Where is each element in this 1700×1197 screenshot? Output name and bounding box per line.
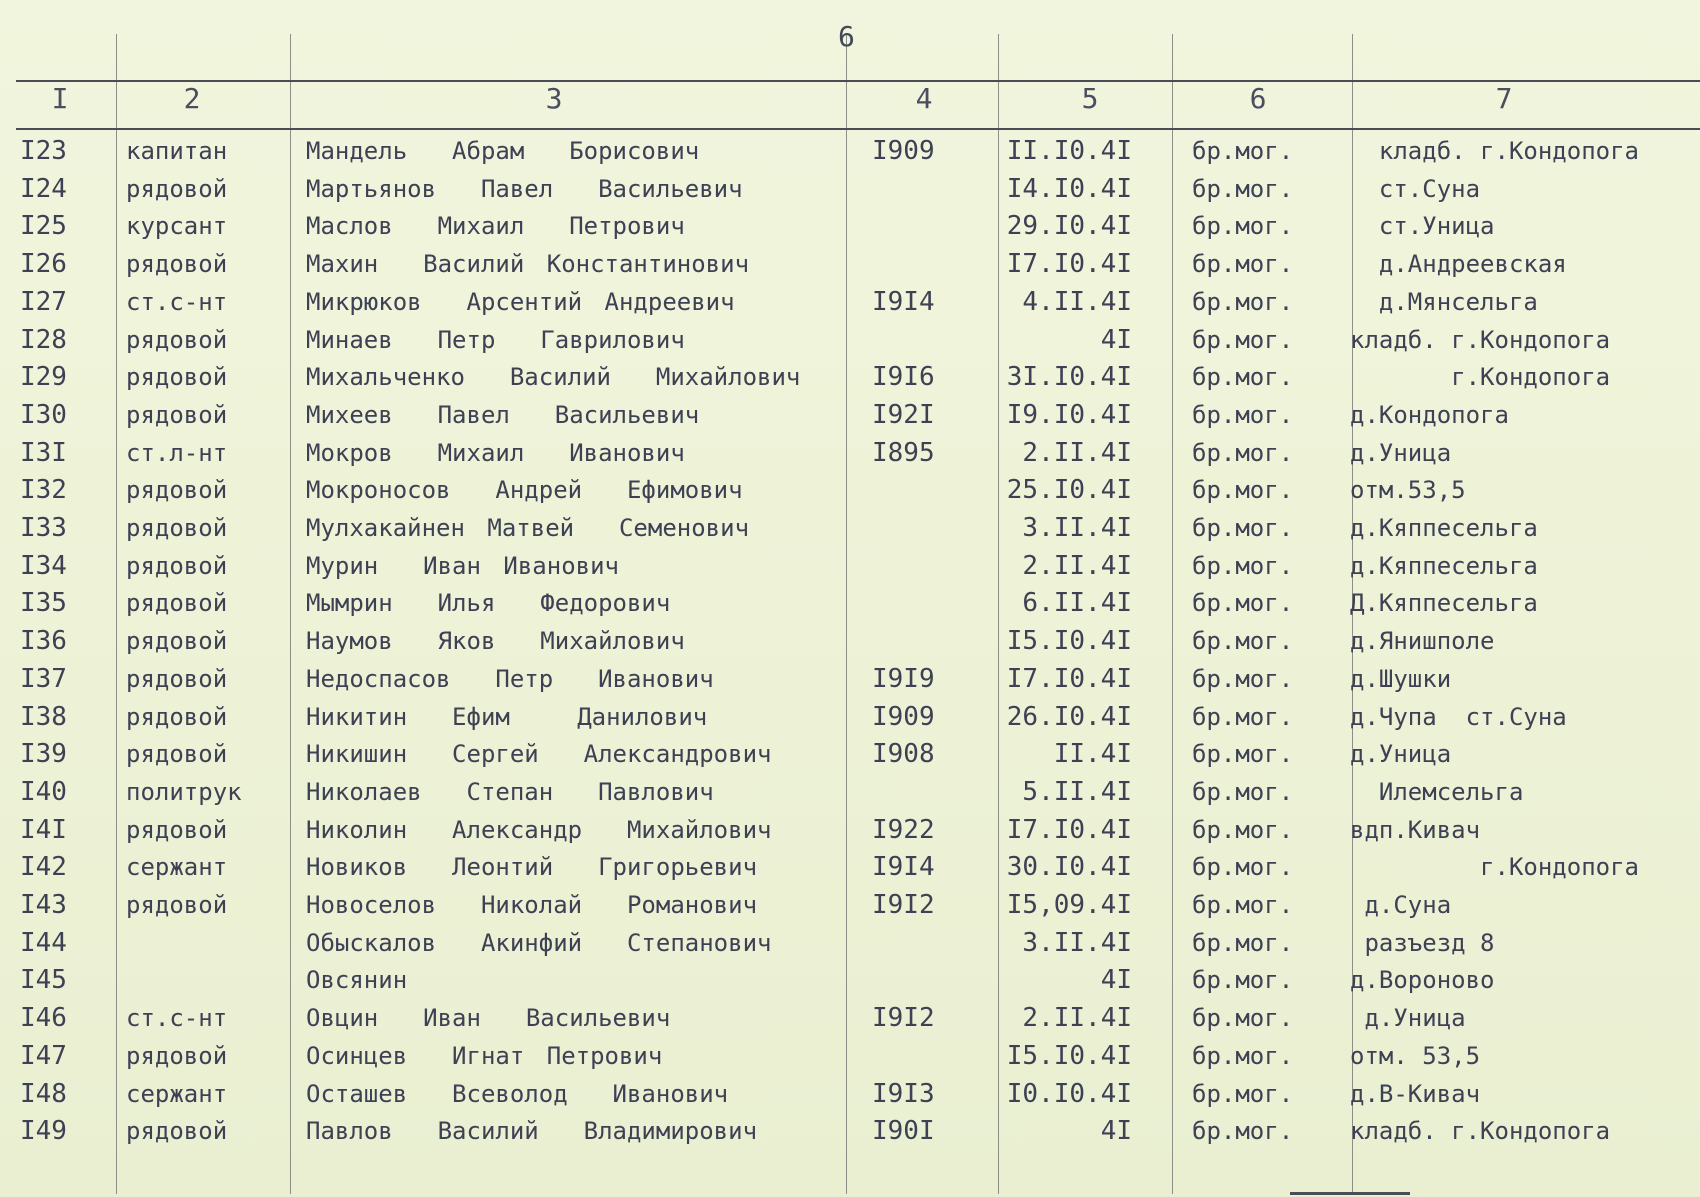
record-birth-year: I9I9 <box>872 664 935 694</box>
record-name: Овцин Иван Васильевич <box>306 1004 671 1032</box>
record-death-date: 4I <box>1100 1116 1132 1146</box>
record-burial-type: бр.мог. <box>1192 552 1294 580</box>
record-burial-place: д.Шушки <box>1350 665 1452 693</box>
record-burial-type: бр.мог. <box>1192 929 1294 957</box>
record-number: I30 <box>20 400 67 430</box>
record-number: I3I <box>20 438 67 468</box>
record-rank: сержант <box>126 853 228 881</box>
record-name: Маслов Михаил Петрович <box>306 212 685 240</box>
page-number: 6 <box>838 20 855 53</box>
record-death-date: I0.I0.4I <box>1006 1079 1132 1109</box>
record-burial-type: бр.мог. <box>1192 175 1294 203</box>
record-name: Мокров Михаил Иванович <box>306 439 685 467</box>
record-burial-place: разъезд 8 <box>1350 929 1495 957</box>
record-number: I33 <box>20 513 67 543</box>
record-burial-type: бр.мог. <box>1192 250 1294 278</box>
record-burial-type: бр.мог. <box>1192 816 1294 844</box>
record-birth-year: I9I4 <box>872 287 935 317</box>
record-name: Осташев Всеволод Иванович <box>306 1080 729 1108</box>
record-name: Николаев Степан Павлович <box>306 778 714 806</box>
record-burial-place: Илемсельга <box>1350 778 1524 806</box>
record-birth-year: I9I6 <box>872 362 935 392</box>
record-name: Минаев Петр Гаврилович <box>306 326 685 354</box>
record-rank: ст.с-нт <box>126 1004 228 1032</box>
record-name: Никитин Ефим Данилович <box>306 703 708 731</box>
record-number: I23 <box>20 136 67 166</box>
record-death-date: I7.I0.4I <box>1006 815 1132 845</box>
record-death-date: I9.I0.4I <box>1006 400 1132 430</box>
record-number: I45 <box>20 965 67 995</box>
record-number: I32 <box>20 475 67 505</box>
record-number: I37 <box>20 664 67 694</box>
record-burial-place: д.Кондопога <box>1350 401 1509 429</box>
record-name: Недоспасов Петр Иванович <box>306 665 714 693</box>
column-divider <box>1172 34 1173 1194</box>
record-rank: рядовой <box>126 740 228 768</box>
record-rank: рядовой <box>126 552 228 580</box>
record-burial-type: бр.мог. <box>1192 288 1294 316</box>
record-burial-type: бр.мог. <box>1192 1004 1294 1032</box>
record-burial-place: кладб. г.Кондопога <box>1350 326 1611 354</box>
record-name: Наумов Яков Михайлович <box>306 627 685 655</box>
record-name: Михеев Павел Васильевич <box>306 401 700 429</box>
record-burial-type: бр.мог. <box>1192 740 1294 768</box>
record-burial-place: Д.Кяппесельга <box>1350 589 1538 617</box>
record-number: I24 <box>20 174 67 204</box>
column-header-2: 2 <box>183 82 201 115</box>
record-death-date: 2.II.4I <box>1022 438 1132 468</box>
record-death-date: 2.II.4I <box>1022 551 1132 581</box>
column-divider <box>846 34 847 1194</box>
record-death-date: 6.II.4I <box>1022 588 1132 618</box>
record-number: I36 <box>20 626 67 656</box>
record-burial-place: д.Кяппесельга <box>1350 514 1538 542</box>
record-burial-type: бр.мог. <box>1192 1080 1294 1108</box>
record-birth-year: I9I2 <box>872 1003 935 1033</box>
record-name: Никишин Сергей Александрович <box>306 740 772 768</box>
record-rank: рядовой <box>126 891 228 919</box>
record-burial-place: д.В-Кивач <box>1350 1080 1481 1108</box>
record-rank: рядовой <box>126 250 228 278</box>
record-death-date: 26.I0.4I <box>1006 702 1132 732</box>
record-burial-type: бр.мог. <box>1192 137 1294 165</box>
record-name: Новоселов Николай Романович <box>306 891 758 919</box>
record-burial-place: д.Уница <box>1350 740 1452 768</box>
record-number: I46 <box>20 1003 67 1033</box>
column-header-7: 7 <box>1495 82 1513 115</box>
record-number: I28 <box>20 325 67 355</box>
record-rank: рядовой <box>126 476 228 504</box>
record-name: Николин Александр Михайлович <box>306 816 772 844</box>
record-number: I47 <box>20 1041 67 1071</box>
record-number: I48 <box>20 1079 67 1109</box>
record-birth-year: I895 <box>872 438 935 468</box>
record-death-date: I5,09.4I <box>1006 890 1132 920</box>
record-death-date: 5.II.4I <box>1022 777 1132 807</box>
record-number: I49 <box>20 1116 67 1146</box>
record-death-date: 30.I0.4I <box>1006 852 1132 882</box>
record-birth-year: I90I <box>872 1116 935 1146</box>
record-birth-year: I908 <box>872 739 935 769</box>
record-death-date: I4.I0.4I <box>1006 174 1132 204</box>
record-birth-year: I92I <box>872 400 935 430</box>
record-birth-year: I9I4 <box>872 852 935 882</box>
record-burial-type: бр.мог. <box>1192 665 1294 693</box>
column-header-6: 6 <box>1249 82 1267 115</box>
record-birth-year: I909 <box>872 136 935 166</box>
record-rank: рядовой <box>126 1117 228 1145</box>
record-name: Мокроносов Андрей Ефимович <box>306 476 743 504</box>
column-divider <box>116 34 117 1194</box>
record-rank: рядовой <box>126 363 228 391</box>
record-death-date: 4I <box>1100 965 1132 995</box>
record-number: I29 <box>20 362 67 392</box>
record-number: I25 <box>20 211 67 241</box>
record-burial-type: бр.мог. <box>1192 891 1294 919</box>
record-burial-place: г.Кондопога <box>1350 363 1611 391</box>
record-death-date: I5.I0.4I <box>1006 626 1132 656</box>
record-burial-place: кладб. г.Кондопога <box>1350 1117 1611 1145</box>
record-burial-type: бр.мог. <box>1192 589 1294 617</box>
record-name: Обыскалов Акинфий Степанович <box>306 929 772 957</box>
record-birth-year: I9I3 <box>872 1079 935 1109</box>
record-death-date: 29.I0.4I <box>1006 211 1132 241</box>
record-burial-place: д.Янишполе <box>1350 627 1495 655</box>
record-rank: ст.л-нт <box>126 439 228 467</box>
column-header-1: I <box>51 82 69 115</box>
record-number: I27 <box>20 287 67 317</box>
record-number: I4I <box>20 815 67 845</box>
record-burial-type: бр.мог. <box>1192 212 1294 240</box>
record-rank: политрук <box>126 778 242 806</box>
record-death-date: II.4I <box>1053 739 1132 769</box>
record-burial-place: г.Кондопога <box>1350 853 1639 881</box>
record-burial-place: д.Кяппесельга <box>1350 552 1538 580</box>
record-death-date: 4.II.4I <box>1022 287 1132 317</box>
record-rank: рядовой <box>126 627 228 655</box>
record-burial-place: ст.Уница <box>1350 212 1495 240</box>
record-burial-place: д.Суна <box>1350 891 1452 919</box>
record-number: I39 <box>20 739 67 769</box>
record-burial-place: д.Уница <box>1350 439 1452 467</box>
record-death-date: I7.I0.4I <box>1006 664 1132 694</box>
record-burial-type: бр.мог. <box>1192 514 1294 542</box>
record-burial-place: отм.53,5 <box>1350 476 1466 504</box>
record-death-date: 3.II.4I <box>1022 513 1132 543</box>
record-birth-year: I922 <box>872 815 935 845</box>
record-burial-type: бр.мог. <box>1192 476 1294 504</box>
record-burial-place: вдп.Кивач <box>1350 816 1481 844</box>
record-death-date: I7.I0.4I <box>1006 249 1132 279</box>
record-rank: капитан <box>126 137 228 165</box>
column-header-3: 3 <box>545 82 563 115</box>
record-burial-place: д.Уница <box>1350 1004 1466 1032</box>
header-bottom-rule <box>16 128 1700 130</box>
record-rank: рядовой <box>126 401 228 429</box>
record-number: I38 <box>20 702 67 732</box>
record-number: I44 <box>20 928 67 958</box>
record-name: Мымрин Илья Федорович <box>306 589 671 617</box>
record-burial-type: бр.мог. <box>1192 703 1294 731</box>
record-name: Микрюков Арсентий Андреевич <box>306 288 735 316</box>
record-death-date: II.I0.4I <box>1006 136 1132 166</box>
record-burial-type: бр.мог. <box>1192 778 1294 806</box>
record-death-date: 3.II.4I <box>1022 928 1132 958</box>
record-burial-type: бр.мог. <box>1192 966 1294 994</box>
record-rank: курсант <box>126 212 228 240</box>
record-name: Новиков Леонтий Григорьевич <box>306 853 758 881</box>
bottom-edge-mark <box>1290 1192 1410 1195</box>
record-number: I26 <box>20 249 67 279</box>
header-top-rule <box>16 80 1700 82</box>
record-name: Михальченко Василий Михайлович <box>306 363 801 391</box>
record-burial-place: кладб. г.Кондопога <box>1350 137 1639 165</box>
record-rank: рядовой <box>126 1042 228 1070</box>
record-name: Осинцев Игнат Петрович <box>306 1042 663 1070</box>
record-name: Мартьянов Павел Васильевич <box>306 175 743 203</box>
record-birth-year: I9I2 <box>872 890 935 920</box>
record-burial-type: бр.мог. <box>1192 363 1294 391</box>
record-number: I43 <box>20 890 67 920</box>
record-burial-type: бр.мог. <box>1192 401 1294 429</box>
record-name: Махин Василий Константинович <box>306 250 750 278</box>
record-rank: ст.с-нт <box>126 288 228 316</box>
record-burial-place: д.Чупа ст.Суна <box>1350 703 1567 731</box>
record-burial-type: бр.мог. <box>1192 627 1294 655</box>
record-burial-place: д.Вороново <box>1350 966 1495 994</box>
record-number: I34 <box>20 551 67 581</box>
record-burial-place: отм. 53,5 <box>1350 1042 1481 1070</box>
record-birth-year: I909 <box>872 702 935 732</box>
record-burial-type: бр.мог. <box>1192 1117 1294 1145</box>
record-number: I40 <box>20 777 67 807</box>
record-rank: рядовой <box>126 703 228 731</box>
record-burial-type: бр.мог. <box>1192 853 1294 881</box>
record-name: Мурин Иван Иванович <box>306 552 619 580</box>
record-death-date: I5.I0.4I <box>1006 1041 1132 1071</box>
record-death-date: 4I <box>1100 325 1132 355</box>
record-burial-place: д.Андреевская <box>1350 250 1567 278</box>
record-rank: рядовой <box>126 665 228 693</box>
record-death-date: 3I.I0.4I <box>1006 362 1132 392</box>
record-name: Овсянин <box>306 966 408 994</box>
record-rank: рядовой <box>126 326 228 354</box>
record-burial-type: бр.мог. <box>1192 1042 1294 1070</box>
column-header-4: 4 <box>915 82 933 115</box>
record-rank: рядовой <box>126 514 228 542</box>
column-divider <box>290 34 291 1194</box>
column-header-5: 5 <box>1081 82 1099 115</box>
record-rank: рядовой <box>126 175 228 203</box>
record-burial-type: бр.мог. <box>1192 326 1294 354</box>
record-death-date: 2.II.4I <box>1022 1003 1132 1033</box>
record-name: Мулхакайнен Матвей Семенович <box>306 514 750 542</box>
record-rank: рядовой <box>126 816 228 844</box>
record-name: Павлов Василий Владимирович <box>306 1117 758 1145</box>
record-name: Мандель Абрам Борисович <box>306 137 700 165</box>
record-number: I42 <box>20 852 67 882</box>
record-number: I35 <box>20 588 67 618</box>
record-burial-type: бр.мог. <box>1192 439 1294 467</box>
record-death-date: 25.I0.4I <box>1006 475 1132 505</box>
record-rank: рядовой <box>126 589 228 617</box>
record-rank: сержант <box>126 1080 228 1108</box>
record-burial-place: д.Мянсельга <box>1350 288 1538 316</box>
record-burial-place: ст.Суна <box>1350 175 1481 203</box>
